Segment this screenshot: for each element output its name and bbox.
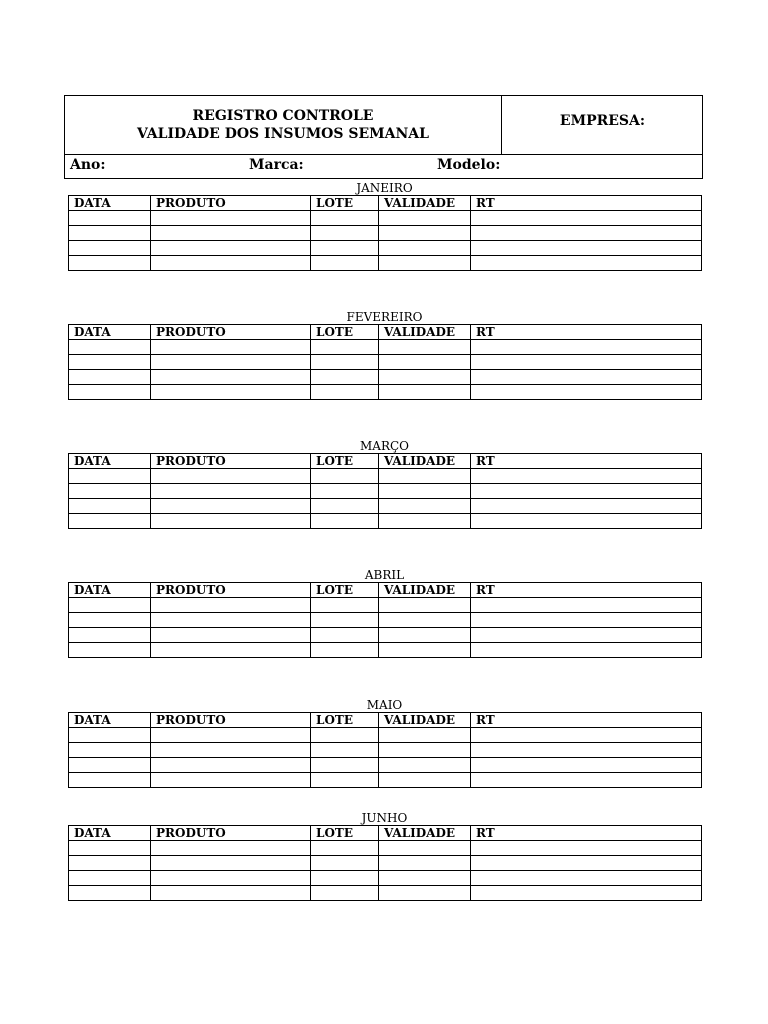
cell-data[interactable] <box>69 499 151 514</box>
cell-produto[interactable] <box>151 340 311 355</box>
column-header-lote: LOTE <box>311 196 379 211</box>
table-row <box>69 499 702 514</box>
cell-produto[interactable] <box>151 613 311 628</box>
cell-data[interactable] <box>69 241 151 256</box>
cell-produto[interactable] <box>151 484 311 499</box>
cell-lote[interactable] <box>311 355 379 370</box>
column-header-validade: VALIDADE <box>379 325 471 340</box>
cell-produto[interactable] <box>151 499 311 514</box>
cell-lote[interactable] <box>311 370 379 385</box>
table-row <box>69 226 702 241</box>
cell-data[interactable] <box>69 758 151 773</box>
cell-data[interactable] <box>69 514 151 529</box>
cell-data[interactable] <box>69 871 151 886</box>
month-label: MAIO <box>366 698 403 712</box>
header-info-row <box>65 154 702 179</box>
empresa-label: EMPRESA: <box>559 113 646 129</box>
month-label: MARÇO <box>359 439 409 453</box>
table-row <box>69 211 702 226</box>
month-table <box>68 825 702 901</box>
cell-produto[interactable] <box>151 743 311 758</box>
cell-produto[interactable] <box>151 370 311 385</box>
cell-lote[interactable] <box>311 211 379 226</box>
cell-validade[interactable] <box>379 643 471 658</box>
cell-validade[interactable] <box>379 514 471 529</box>
month-label: ABRIL <box>364 568 405 582</box>
header-box <box>64 95 703 179</box>
cell-rt[interactable] <box>471 743 702 758</box>
cell-produto[interactable] <box>151 841 311 856</box>
cell-data[interactable] <box>69 598 151 613</box>
cell-lote[interactable] <box>311 514 379 529</box>
cell-lote[interactable] <box>311 743 379 758</box>
column-header-validade: VALIDADE <box>379 583 471 598</box>
cell-validade[interactable] <box>379 598 471 613</box>
column-header-produto: PRODUTO <box>151 583 311 598</box>
cell-validade[interactable] <box>379 773 471 788</box>
table-row <box>69 340 702 355</box>
column-header-lote: LOTE <box>311 583 379 598</box>
column-header-produto: PRODUTO <box>151 196 311 211</box>
table-header-row <box>69 325 702 340</box>
column-header-rt: RT <box>471 196 702 211</box>
cell-produto[interactable] <box>151 758 311 773</box>
table-row <box>69 773 702 788</box>
cell-validade[interactable] <box>379 613 471 628</box>
cell-rt[interactable] <box>471 758 702 773</box>
cell-lote[interactable] <box>311 856 379 871</box>
column-header-validade: VALIDADE <box>379 196 471 211</box>
cell-lote[interactable] <box>311 728 379 743</box>
cell-validade[interactable] <box>379 743 471 758</box>
column-header-produto: PRODUTO <box>151 713 311 728</box>
cell-validade[interactable] <box>379 758 471 773</box>
column-header-data: DATA <box>69 196 151 211</box>
cell-lote[interactable] <box>311 758 379 773</box>
table-row <box>69 241 702 256</box>
cell-rt[interactable] <box>471 211 702 226</box>
cell-produto[interactable] <box>151 643 311 658</box>
cell-produto[interactable] <box>151 385 311 400</box>
column-header-data: DATA <box>69 583 151 598</box>
cell-rt[interactable] <box>471 628 702 643</box>
cell-data[interactable] <box>69 856 151 871</box>
ano-label: Ano: <box>70 157 106 173</box>
cell-rt[interactable] <box>471 385 702 400</box>
month-table <box>68 195 702 271</box>
cell-validade[interactable] <box>379 484 471 499</box>
cell-rt[interactable] <box>471 613 702 628</box>
cell-lote[interactable] <box>311 484 379 499</box>
month-table <box>68 324 702 400</box>
column-header-validade: VALIDADE <box>379 713 471 728</box>
cell-lote[interactable] <box>311 598 379 613</box>
cell-rt[interactable] <box>471 241 702 256</box>
cell-rt[interactable] <box>471 355 702 370</box>
cell-data[interactable] <box>69 743 151 758</box>
cell-rt[interactable] <box>471 514 702 529</box>
cell-validade[interactable] <box>379 340 471 355</box>
cell-lote[interactable] <box>311 886 379 901</box>
cell-lote[interactable] <box>311 613 379 628</box>
table-row <box>69 628 702 643</box>
table-row <box>69 886 702 901</box>
cell-lote[interactable] <box>311 841 379 856</box>
cell-validade[interactable] <box>379 385 471 400</box>
cell-validade[interactable] <box>379 370 471 385</box>
column-header-rt: RT <box>471 713 702 728</box>
table-row <box>69 469 702 484</box>
table-row <box>69 841 702 856</box>
cell-produto[interactable] <box>151 469 311 484</box>
cell-rt[interactable] <box>471 340 702 355</box>
month-table <box>68 712 702 788</box>
cell-validade[interactable] <box>379 499 471 514</box>
cell-validade[interactable] <box>379 856 471 871</box>
cell-data[interactable] <box>69 484 151 499</box>
cell-produto[interactable] <box>151 856 311 871</box>
cell-data[interactable] <box>69 355 151 370</box>
cell-validade[interactable] <box>379 628 471 643</box>
cell-rt[interactable] <box>471 598 702 613</box>
table-row <box>69 758 702 773</box>
title-line-2: VALIDADE DOS INSUMOS SEMANAL <box>136 126 430 142</box>
cell-rt[interactable] <box>471 256 702 271</box>
cell-lote[interactable] <box>311 226 379 241</box>
cell-produto[interactable] <box>151 728 311 743</box>
month-table <box>68 453 702 529</box>
table-row <box>69 484 702 499</box>
cell-validade[interactable] <box>379 841 471 856</box>
cell-lote[interactable] <box>311 340 379 355</box>
cell-produto[interactable] <box>151 871 311 886</box>
cell-rt[interactable] <box>471 499 702 514</box>
cell-rt[interactable] <box>471 871 702 886</box>
cell-produto[interactable] <box>151 773 311 788</box>
column-header-rt: RT <box>471 583 702 598</box>
cell-lote[interactable] <box>311 385 379 400</box>
cell-lote[interactable] <box>311 469 379 484</box>
table-row <box>69 743 702 758</box>
cell-rt[interactable] <box>471 370 702 385</box>
table-header-row <box>69 196 702 211</box>
marca-label: Marca: <box>249 157 304 173</box>
column-header-rt: RT <box>471 454 702 469</box>
cell-produto[interactable] <box>151 256 311 271</box>
column-header-lote: LOTE <box>311 713 379 728</box>
column-header-data: DATA <box>69 325 151 340</box>
cell-data[interactable] <box>69 370 151 385</box>
cell-validade[interactable] <box>379 728 471 743</box>
column-header-rt: RT <box>471 325 702 340</box>
table-row <box>69 598 702 613</box>
cell-rt[interactable] <box>471 773 702 788</box>
cell-lote[interactable] <box>311 256 379 271</box>
cell-produto[interactable] <box>151 598 311 613</box>
cell-produto[interactable] <box>151 241 311 256</box>
table-header-row <box>69 713 702 728</box>
column-header-lote: LOTE <box>311 325 379 340</box>
cell-data[interactable] <box>69 226 151 241</box>
cell-rt[interactable] <box>471 886 702 901</box>
cell-rt[interactable] <box>471 841 702 856</box>
cell-produto[interactable] <box>151 514 311 529</box>
month-label: JUNHO <box>361 811 408 825</box>
document-title <box>65 96 502 154</box>
modelo-label: Modelo: <box>437 157 501 173</box>
table-row <box>69 856 702 871</box>
cell-data[interactable] <box>69 385 151 400</box>
cell-lote[interactable] <box>311 773 379 788</box>
cell-produto[interactable] <box>151 886 311 901</box>
column-header-produto: PRODUTO <box>151 454 311 469</box>
table-row <box>69 728 702 743</box>
title-line-1: REGISTRO CONTROLE <box>192 108 374 124</box>
cell-data[interactable] <box>69 841 151 856</box>
cell-validade[interactable] <box>379 241 471 256</box>
cell-lote[interactable] <box>311 241 379 256</box>
cell-data[interactable] <box>69 628 151 643</box>
table-row <box>69 514 702 529</box>
table-row <box>69 385 702 400</box>
column-header-rt: RT <box>471 826 702 841</box>
column-header-data: DATA <box>69 826 151 841</box>
table-row <box>69 370 702 385</box>
cell-data[interactable] <box>69 773 151 788</box>
table-header-row <box>69 454 702 469</box>
cell-produto[interactable] <box>151 355 311 370</box>
cell-rt[interactable] <box>471 226 702 241</box>
month-table <box>68 582 702 658</box>
table-row <box>69 643 702 658</box>
cell-validade[interactable] <box>379 886 471 901</box>
column-header-validade: VALIDADE <box>379 826 471 841</box>
cell-data[interactable] <box>69 886 151 901</box>
cell-produto[interactable] <box>151 226 311 241</box>
cell-validade[interactable] <box>379 871 471 886</box>
cell-data[interactable] <box>69 643 151 658</box>
cell-data[interactable] <box>69 256 151 271</box>
cell-lote[interactable] <box>311 499 379 514</box>
table-row <box>69 256 702 271</box>
month-label: FEVEREIRO <box>346 310 423 324</box>
cell-produto[interactable] <box>151 628 311 643</box>
cell-data[interactable] <box>69 469 151 484</box>
cell-data[interactable] <box>69 211 151 226</box>
cell-validade[interactable] <box>379 355 471 370</box>
cell-validade[interactable] <box>379 469 471 484</box>
table-row <box>69 613 702 628</box>
cell-validade[interactable] <box>379 256 471 271</box>
column-header-produto: PRODUTO <box>151 325 311 340</box>
month-label: JANEIRO <box>356 181 413 195</box>
cell-validade[interactable] <box>379 226 471 241</box>
cell-validade[interactable] <box>379 211 471 226</box>
cell-rt[interactable] <box>471 728 702 743</box>
cell-lote[interactable] <box>311 628 379 643</box>
cell-data[interactable] <box>69 340 151 355</box>
table-header-row <box>69 583 702 598</box>
table-row <box>69 355 702 370</box>
column-header-validade: VALIDADE <box>379 454 471 469</box>
column-header-lote: LOTE <box>311 454 379 469</box>
cell-rt[interactable] <box>471 469 702 484</box>
column-header-produto: PRODUTO <box>151 826 311 841</box>
table-row <box>69 871 702 886</box>
cell-produto[interactable] <box>151 211 311 226</box>
cell-lote[interactable] <box>311 643 379 658</box>
table-header-row <box>69 826 702 841</box>
cell-rt[interactable] <box>471 856 702 871</box>
cell-rt[interactable] <box>471 643 702 658</box>
cell-rt[interactable] <box>471 484 702 499</box>
cell-lote[interactable] <box>311 871 379 886</box>
column-header-lote: LOTE <box>311 826 379 841</box>
cell-data[interactable] <box>69 613 151 628</box>
column-header-data: DATA <box>69 713 151 728</box>
column-header-data: DATA <box>69 454 151 469</box>
cell-data[interactable] <box>69 728 151 743</box>
